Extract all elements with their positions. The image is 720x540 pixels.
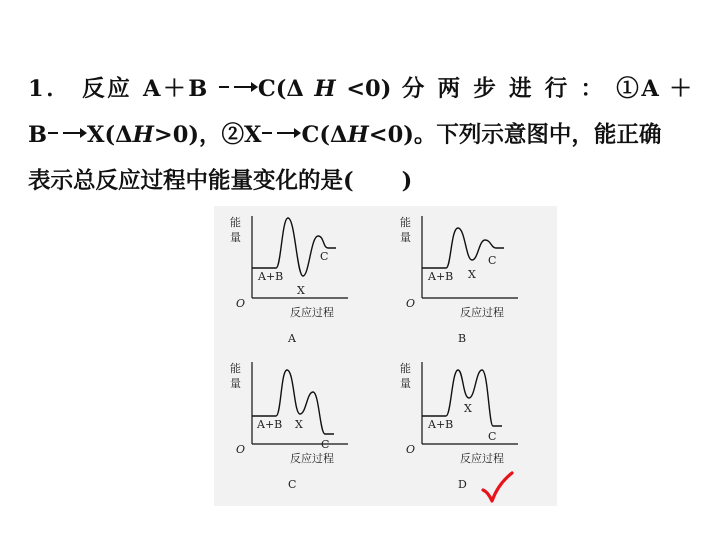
x-axis-label: 反应过程 — [290, 452, 334, 465]
product-label: C — [320, 250, 329, 263]
text-segment: 进 — [509, 76, 535, 102]
question-text — [28, 66, 692, 204]
energy-diagram — [388, 210, 553, 355]
italic-symbol: H — [347, 122, 369, 148]
energy-curve — [252, 218, 336, 276]
y-axis-label: 量 — [230, 231, 241, 244]
text-segment: 两 — [437, 76, 463, 102]
text-segment: ) — [401, 168, 413, 194]
intermediate-label: X — [295, 418, 303, 431]
y-axis-label: 量 — [230, 377, 241, 390]
intermediate-label: X — [297, 284, 305, 297]
text-segment: 步 — [473, 76, 499, 102]
text-segment: ： — [580, 76, 606, 102]
text-segment: B — [28, 122, 48, 148]
diagram-panel-b — [388, 210, 553, 355]
product-label: C — [321, 438, 330, 451]
intermediate-label: X — [468, 268, 476, 281]
text-segment: <0) — [346, 76, 392, 102]
intermediate-label: X — [464, 402, 472, 415]
checkmark-icon — [480, 470, 514, 504]
energy-diagram — [388, 356, 553, 501]
text-segment: A＋B — [142, 76, 208, 102]
panel-caption: B — [458, 332, 467, 345]
product-label: C — [488, 430, 497, 443]
text-segment: 反应 — [82, 76, 133, 102]
origin-label: O — [236, 297, 246, 310]
text-segment: C(Δ — [301, 122, 348, 148]
energy-diagram — [218, 210, 383, 355]
energy-diagram — [218, 356, 383, 501]
y-axis-label: 量 — [400, 377, 411, 390]
arrow-icon — [218, 80, 258, 94]
italic-symbol: H — [132, 122, 154, 148]
reactant-label: A+B — [428, 418, 454, 431]
y-axis-label: 能 — [400, 216, 411, 229]
text-segment: C(Δ — [257, 76, 304, 102]
x-axis-label: 反应过程 — [460, 306, 504, 319]
y-axis-label: 量 — [400, 231, 411, 244]
arrow-icon — [47, 126, 87, 140]
x-axis-label: 反应过程 — [460, 452, 504, 465]
y-axis-label: 能 — [230, 362, 241, 375]
x-axis-label: 反应过程 — [290, 306, 334, 319]
text-segment: 表示总反应过程中能量变化的是( — [28, 168, 354, 194]
diagram-panel-d — [388, 356, 553, 501]
italic-symbol: H — [314, 76, 336, 102]
energy-diagram-figure — [214, 206, 557, 506]
panel-caption: D — [458, 478, 467, 491]
origin-label: O — [406, 297, 416, 310]
product-label: C — [488, 254, 497, 267]
text-segment: X(Δ — [87, 122, 133, 148]
text-segment: ＋ — [669, 76, 692, 102]
question-line-3 — [28, 158, 692, 204]
text-segment: ①A — [616, 76, 659, 102]
text-segment: 行 — [544, 76, 570, 102]
diagram-panel-c — [218, 356, 383, 501]
text-segment: <0)。下列示意图中，能正确 — [368, 122, 662, 148]
panel-caption: C — [288, 478, 297, 491]
panel-caption: A — [288, 332, 296, 345]
arrow-icon — [261, 126, 301, 140]
text-segment: >0)，②X — [153, 122, 262, 148]
diagram-panel-a — [218, 210, 383, 355]
question-line-2 — [28, 112, 692, 158]
y-axis-label: 能 — [230, 216, 241, 229]
text-segment: 1． — [28, 76, 72, 102]
reactant-label: A+B — [258, 270, 284, 283]
y-axis-label: 能 — [400, 362, 411, 375]
reactant-label: A+B — [257, 418, 283, 431]
reactant-label: A+B — [428, 270, 454, 283]
question-line-1 — [28, 66, 692, 112]
origin-label: O — [236, 443, 246, 456]
text-segment: 分 — [401, 76, 428, 102]
origin-label: O — [406, 443, 416, 456]
